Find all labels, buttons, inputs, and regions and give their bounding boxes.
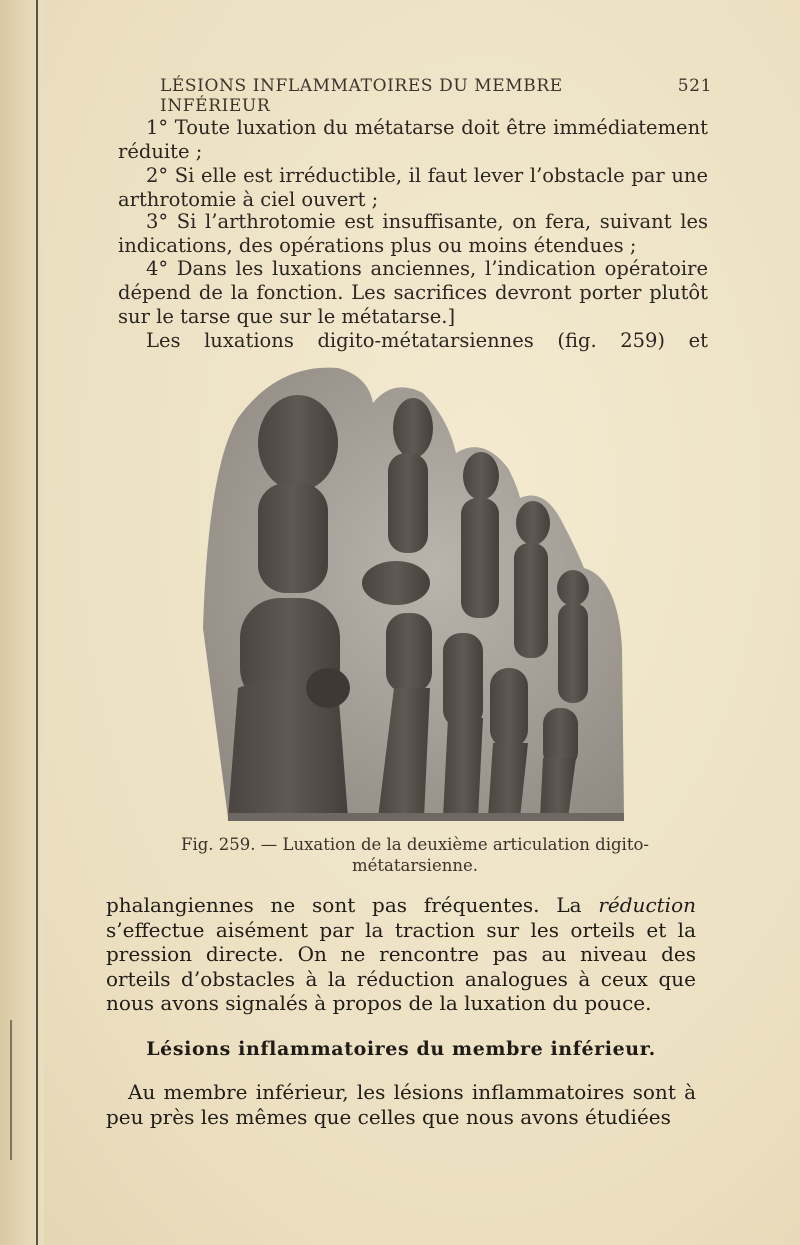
section-title: Lésions inflammatoires du membre inférieur.: [146, 1038, 656, 1060]
plate-bottom-edge: [228, 813, 624, 821]
paragraph-3: [118, 210, 708, 258]
page-number: 521: [677, 76, 712, 96]
running-title: LÉSIONS INFLAMMATOIRES DU MEMBRE INFÉRIEUR: [160, 76, 563, 116]
continuation-part-2: s’effectue aisément par la traction sur les orteils et la pression directe. On ne rencontre pas au niveau des orteils d’obstacles à la réduction analogues à ceux que nous avons signalés à propos de la luxation du pouce.: [106, 917, 696, 1016]
continuation-paragraph: [106, 893, 696, 1016]
continuation-part-1: phalangiennes ne sont pas fréquentes. La: [106, 893, 599, 917]
final-paragraph: [106, 1080, 696, 1129]
paragraph-1: [118, 116, 708, 164]
paragraph-2-text: 2° Si elle est irréductible, il faut lever l’obstacle par une arthrotomie à ciel ouvert ;: [118, 164, 708, 212]
paragraph-4-text: 4° Dans les luxations anciennes, l’indication opératoire dépend de la fonction. Les sacrifices devront porter plutôt sur le tarse que sur le métatarse.]: [118, 257, 708, 329]
continuation-italic: réduction: [598, 893, 696, 917]
binding-edge-mark: [10, 1020, 12, 1160]
paragraph-4: [118, 257, 708, 330]
figure-caption: Fig. 259. — Luxation de la deuxième articulation digito-métatarsienne.: [181, 835, 649, 875]
binding-edge: [36, 0, 38, 1245]
paragraph-2: [118, 164, 708, 212]
final-paragraph-text: Au membre inférieur, les lésions inflammatoires sont à peu près les mêmes que celles que nous avons étudiées: [106, 1080, 696, 1129]
paragraph-5-text: Les luxations digito-métatarsiennes (fig. 259) et: [146, 329, 708, 352]
paragraph-1-text: 1° Toute luxation du métatarse doit être immédiatement réduite ;: [118, 116, 708, 164]
paragraph-3-text: 3° Si l’arthrotomie est insuffisante, on fera, suivant les indications, des opérations plus ou moins étendues ;: [118, 210, 708, 258]
running-header: [160, 76, 712, 116]
xray-figure: [198, 358, 628, 826]
